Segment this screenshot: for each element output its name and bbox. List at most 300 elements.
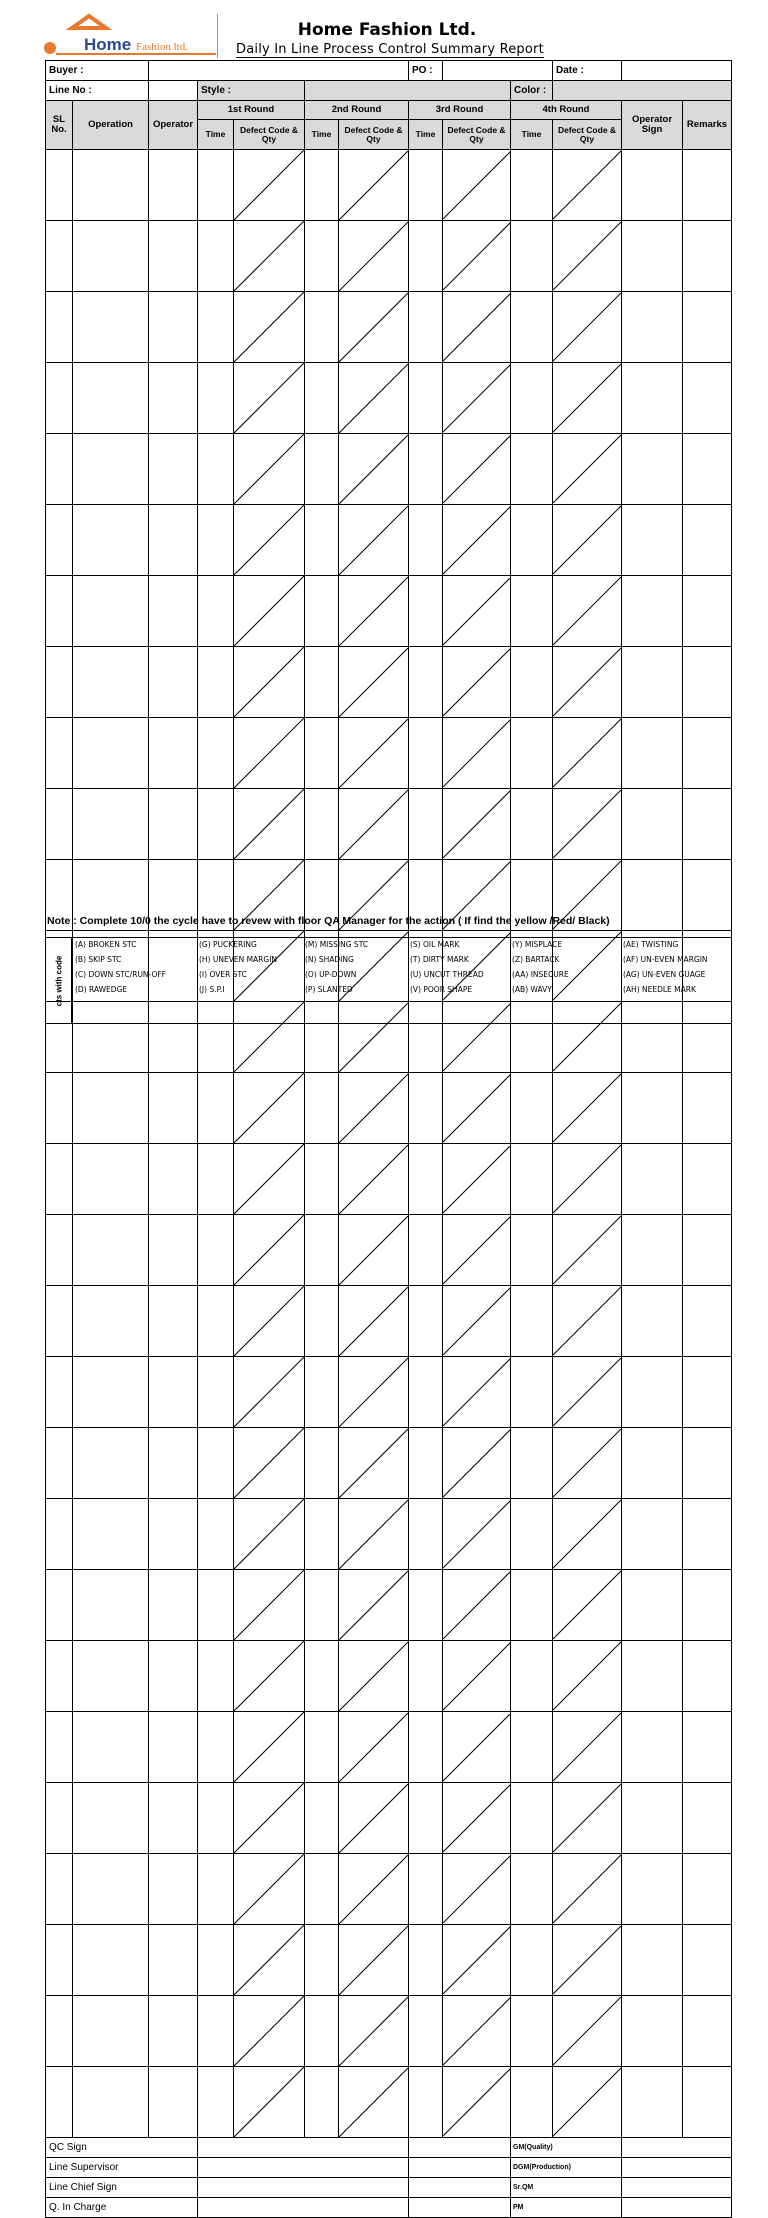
defect-cell[interactable]	[443, 505, 511, 576]
operator-cell[interactable]	[149, 434, 198, 505]
defect-cell[interactable]	[339, 292, 409, 363]
defect-cell[interactable]	[553, 1428, 622, 1499]
time-cell[interactable]	[511, 1783, 553, 1854]
time-cell[interactable]	[305, 434, 339, 505]
remarks-cell[interactable]	[683, 1712, 732, 1783]
defect-cell[interactable]	[553, 221, 622, 292]
operator-cell[interactable]	[149, 1499, 198, 1570]
defect-cell[interactable]	[234, 1073, 305, 1144]
sign-cell[interactable]	[622, 1428, 683, 1499]
sign-cell[interactable]	[622, 1854, 683, 1925]
defect-cell[interactable]	[443, 434, 511, 505]
defect-cell[interactable]	[443, 789, 511, 860]
sign-cell[interactable]	[622, 1215, 683, 1286]
sign-cell[interactable]	[622, 1286, 683, 1357]
operation-cell[interactable]	[73, 576, 149, 647]
time-cell[interactable]	[198, 1215, 234, 1286]
operation-cell[interactable]	[73, 1641, 149, 1712]
sign-cell[interactable]	[622, 1144, 683, 1215]
operation-cell[interactable]	[73, 789, 149, 860]
line-chief-sign-field-2[interactable]	[409, 2178, 511, 2198]
defect-cell[interactable]	[443, 1783, 511, 1854]
time-cell[interactable]	[198, 1925, 234, 1996]
sign-cell[interactable]	[622, 150, 683, 221]
sl-cell[interactable]	[46, 292, 73, 363]
defect-cell[interactable]	[553, 150, 622, 221]
defect-cell[interactable]	[339, 1144, 409, 1215]
defect-cell[interactable]	[339, 1925, 409, 1996]
time-cell[interactable]	[511, 292, 553, 363]
time-cell[interactable]	[305, 1215, 339, 1286]
defect-cell[interactable]	[234, 1641, 305, 1712]
line-supervisor-field[interactable]	[198, 2158, 409, 2178]
operator-cell[interactable]	[149, 2067, 198, 2138]
defect-cell[interactable]	[443, 718, 511, 789]
time-cell[interactable]	[409, 1925, 443, 1996]
defect-cell[interactable]	[234, 2067, 305, 2138]
operator-cell[interactable]	[149, 505, 198, 576]
remarks-cell[interactable]	[683, 1428, 732, 1499]
defect-cell[interactable]	[339, 2067, 409, 2138]
sl-cell[interactable]	[46, 434, 73, 505]
sl-cell[interactable]	[46, 1712, 73, 1783]
sl-cell[interactable]	[46, 1215, 73, 1286]
defect-cell[interactable]	[234, 505, 305, 576]
sign-cell[interactable]	[622, 1925, 683, 1996]
time-cell[interactable]	[198, 789, 234, 860]
defect-cell[interactable]	[443, 1996, 511, 2067]
sl-cell[interactable]	[46, 505, 73, 576]
remarks-cell[interactable]	[683, 2067, 732, 2138]
defect-cell[interactable]	[234, 1144, 305, 1215]
time-cell[interactable]	[511, 789, 553, 860]
operator-cell[interactable]	[149, 1570, 198, 1641]
time-cell[interactable]	[511, 1215, 553, 1286]
time-cell[interactable]	[409, 1144, 443, 1215]
sign-cell[interactable]	[622, 1996, 683, 2067]
sl-cell[interactable]	[46, 1073, 73, 1144]
defect-cell[interactable]	[234, 1570, 305, 1641]
pm-field[interactable]	[622, 2198, 732, 2218]
time-cell[interactable]	[511, 505, 553, 576]
defect-cell[interactable]	[553, 1570, 622, 1641]
operation-cell[interactable]	[73, 292, 149, 363]
remarks-cell[interactable]	[683, 647, 732, 718]
defect-cell[interactable]	[553, 789, 622, 860]
time-cell[interactable]	[198, 1712, 234, 1783]
defect-cell[interactable]	[443, 1428, 511, 1499]
gm-quality-field[interactable]	[622, 2138, 732, 2158]
time-cell[interactable]	[305, 221, 339, 292]
operator-cell[interactable]	[149, 789, 198, 860]
time-cell[interactable]	[198, 1996, 234, 2067]
time-cell[interactable]	[511, 221, 553, 292]
defect-cell[interactable]	[553, 647, 622, 718]
sl-cell[interactable]	[46, 1499, 73, 1570]
defect-cell[interactable]	[339, 221, 409, 292]
defect-cell[interactable]	[234, 1499, 305, 1570]
defect-cell[interactable]	[443, 1357, 511, 1428]
defect-cell[interactable]	[553, 576, 622, 647]
defect-cell[interactable]	[443, 1854, 511, 1925]
defect-cell[interactable]	[443, 1499, 511, 1570]
operation-cell[interactable]	[73, 1499, 149, 1570]
operator-cell[interactable]	[149, 150, 198, 221]
defect-cell[interactable]	[234, 1996, 305, 2067]
defect-cell[interactable]	[339, 434, 409, 505]
time-cell[interactable]	[305, 1783, 339, 1854]
remarks-cell[interactable]	[683, 789, 732, 860]
defect-cell[interactable]	[443, 1144, 511, 1215]
time-cell[interactable]	[305, 1996, 339, 2067]
time-cell[interactable]	[305, 1144, 339, 1215]
time-cell[interactable]	[511, 434, 553, 505]
sl-cell[interactable]	[46, 647, 73, 718]
remarks-cell[interactable]	[683, 576, 732, 647]
time-cell[interactable]	[511, 150, 553, 221]
defect-cell[interactable]	[339, 1499, 409, 1570]
time-cell[interactable]	[409, 1854, 443, 1925]
defect-cell[interactable]	[443, 292, 511, 363]
remarks-cell[interactable]	[683, 221, 732, 292]
operator-cell[interactable]	[149, 1144, 198, 1215]
time-cell[interactable]	[409, 1357, 443, 1428]
sl-cell[interactable]	[46, 1854, 73, 1925]
time-cell[interactable]	[409, 1570, 443, 1641]
time-cell[interactable]	[409, 1428, 443, 1499]
sign-cell[interactable]	[622, 292, 683, 363]
defect-cell[interactable]	[443, 1570, 511, 1641]
sl-cell[interactable]	[46, 1996, 73, 2067]
operation-cell[interactable]	[73, 1712, 149, 1783]
sl-cell[interactable]	[46, 1286, 73, 1357]
defect-cell[interactable]	[234, 576, 305, 647]
qc-sign-field[interactable]	[198, 2138, 409, 2158]
defect-cell[interactable]	[339, 1428, 409, 1499]
time-cell[interactable]	[511, 1286, 553, 1357]
operator-cell[interactable]	[149, 1286, 198, 1357]
time-cell[interactable]	[198, 1570, 234, 1641]
time-cell[interactable]	[305, 1357, 339, 1428]
time-cell[interactable]	[511, 1499, 553, 1570]
defect-cell[interactable]	[339, 1286, 409, 1357]
time-cell[interactable]	[305, 647, 339, 718]
time-cell[interactable]	[511, 1570, 553, 1641]
operation-cell[interactable]	[73, 647, 149, 718]
sl-cell[interactable]	[46, 1783, 73, 1854]
time-cell[interactable]	[305, 1854, 339, 1925]
defect-cell[interactable]	[339, 647, 409, 718]
sign-cell[interactable]	[622, 505, 683, 576]
defect-cell[interactable]	[553, 1641, 622, 1712]
operation-cell[interactable]	[73, 1996, 149, 2067]
operation-cell[interactable]	[73, 434, 149, 505]
sl-cell[interactable]	[46, 363, 73, 434]
defect-cell[interactable]	[234, 1783, 305, 1854]
time-cell[interactable]	[198, 1499, 234, 1570]
remarks-cell[interactable]	[683, 292, 732, 363]
defect-cell[interactable]	[234, 718, 305, 789]
time-cell[interactable]	[198, 1144, 234, 1215]
time-cell[interactable]	[409, 292, 443, 363]
defect-cell[interactable]	[443, 1712, 511, 1783]
defect-cell[interactable]	[553, 1286, 622, 1357]
time-cell[interactable]	[511, 1144, 553, 1215]
operation-cell[interactable]	[73, 1570, 149, 1641]
defect-cell[interactable]	[553, 718, 622, 789]
sl-cell[interactable]	[46, 1428, 73, 1499]
defect-cell[interactable]	[553, 1712, 622, 1783]
time-cell[interactable]	[511, 1712, 553, 1783]
time-cell[interactable]	[198, 363, 234, 434]
time-cell[interactable]	[409, 1073, 443, 1144]
sl-cell[interactable]	[46, 1357, 73, 1428]
time-cell[interactable]	[305, 1073, 339, 1144]
time-cell[interactable]	[198, 505, 234, 576]
operator-cell[interactable]	[149, 1854, 198, 1925]
defect-cell[interactable]	[553, 1499, 622, 1570]
defect-cell[interactable]	[443, 363, 511, 434]
defect-cell[interactable]	[234, 150, 305, 221]
line-supervisor-field-2[interactable]	[409, 2158, 511, 2178]
defect-cell[interactable]	[234, 1854, 305, 1925]
time-cell[interactable]	[409, 1641, 443, 1712]
time-cell[interactable]	[511, 647, 553, 718]
defect-cell[interactable]	[339, 505, 409, 576]
dgm-production-field[interactable]	[622, 2158, 732, 2178]
remarks-cell[interactable]	[683, 1925, 732, 1996]
sign-cell[interactable]	[622, 2067, 683, 2138]
operator-cell[interactable]	[149, 1357, 198, 1428]
defect-cell[interactable]	[234, 789, 305, 860]
defect-cell[interactable]	[553, 1854, 622, 1925]
operator-cell[interactable]	[149, 1641, 198, 1712]
defect-cell[interactable]	[553, 1073, 622, 1144]
time-cell[interactable]	[198, 576, 234, 647]
operation-cell[interactable]	[73, 2067, 149, 2138]
sl-cell[interactable]	[46, 1925, 73, 1996]
defect-cell[interactable]	[234, 221, 305, 292]
defect-cell[interactable]	[553, 505, 622, 576]
operator-cell[interactable]	[149, 1925, 198, 1996]
defect-cell[interactable]	[443, 1925, 511, 1996]
sign-cell[interactable]	[622, 1499, 683, 1570]
operator-cell[interactable]	[149, 718, 198, 789]
remarks-cell[interactable]	[683, 1073, 732, 1144]
time-cell[interactable]	[511, 576, 553, 647]
operator-cell[interactable]	[149, 1073, 198, 1144]
time-cell[interactable]	[409, 1783, 443, 1854]
defect-cell[interactable]	[553, 292, 622, 363]
defect-cell[interactable]	[339, 1854, 409, 1925]
defect-cell[interactable]	[234, 1357, 305, 1428]
time-cell[interactable]	[409, 1286, 443, 1357]
defect-cell[interactable]	[553, 1357, 622, 1428]
defect-cell[interactable]	[553, 1215, 622, 1286]
sign-cell[interactable]	[622, 718, 683, 789]
defect-cell[interactable]	[339, 1215, 409, 1286]
style-field[interactable]	[305, 81, 511, 101]
time-cell[interactable]	[511, 1996, 553, 2067]
sign-cell[interactable]	[622, 576, 683, 647]
operator-cell[interactable]	[149, 647, 198, 718]
q-in-charge-field[interactable]	[198, 2198, 409, 2218]
remarks-cell[interactable]	[683, 1499, 732, 1570]
defect-cell[interactable]	[553, 1144, 622, 1215]
buyer-field[interactable]	[149, 61, 409, 81]
sl-cell[interactable]	[46, 1144, 73, 1215]
time-cell[interactable]	[511, 1428, 553, 1499]
time-cell[interactable]	[198, 150, 234, 221]
defect-cell[interactable]	[553, 1996, 622, 2067]
time-cell[interactable]	[305, 1712, 339, 1783]
defect-cell[interactable]	[339, 1073, 409, 1144]
q-in-charge-field-2[interactable]	[409, 2198, 511, 2218]
remarks-cell[interactable]	[683, 434, 732, 505]
time-cell[interactable]	[409, 221, 443, 292]
operation-cell[interactable]	[73, 1925, 149, 1996]
time-cell[interactable]	[198, 647, 234, 718]
time-cell[interactable]	[198, 1641, 234, 1712]
defect-cell[interactable]	[443, 647, 511, 718]
defect-cell[interactable]	[339, 150, 409, 221]
sl-cell[interactable]	[46, 150, 73, 221]
operator-cell[interactable]	[149, 292, 198, 363]
time-cell[interactable]	[409, 363, 443, 434]
remarks-cell[interactable]	[683, 1783, 732, 1854]
operator-cell[interactable]	[149, 576, 198, 647]
sl-cell[interactable]	[46, 221, 73, 292]
time-cell[interactable]	[198, 1854, 234, 1925]
operator-cell[interactable]	[149, 1712, 198, 1783]
operation-cell[interactable]	[73, 1215, 149, 1286]
time-cell[interactable]	[511, 1641, 553, 1712]
remarks-cell[interactable]	[683, 1215, 732, 1286]
time-cell[interactable]	[409, 1499, 443, 1570]
defect-cell[interactable]	[443, 150, 511, 221]
time-cell[interactable]	[409, 505, 443, 576]
defect-cell[interactable]	[339, 363, 409, 434]
defect-cell[interactable]	[234, 1925, 305, 1996]
defect-cell[interactable]	[553, 1783, 622, 1854]
operation-cell[interactable]	[73, 1428, 149, 1499]
time-cell[interactable]	[305, 789, 339, 860]
time-cell[interactable]	[305, 292, 339, 363]
remarks-cell[interactable]	[683, 1641, 732, 1712]
date-field[interactable]	[622, 61, 732, 81]
defect-cell[interactable]	[339, 576, 409, 647]
sign-cell[interactable]	[622, 860, 683, 931]
time-cell[interactable]	[198, 718, 234, 789]
time-cell[interactable]	[409, 1712, 443, 1783]
time-cell[interactable]	[305, 1286, 339, 1357]
remarks-cell[interactable]	[683, 1286, 732, 1357]
time-cell[interactable]	[305, 1499, 339, 1570]
sl-cell[interactable]	[46, 2067, 73, 2138]
operator-cell[interactable]	[149, 1996, 198, 2067]
operator-cell[interactable]	[149, 1428, 198, 1499]
time-cell[interactable]	[511, 1073, 553, 1144]
defect-cell[interactable]	[234, 1286, 305, 1357]
defect-cell[interactable]	[234, 1215, 305, 1286]
defect-cell[interactable]	[234, 292, 305, 363]
defect-cell[interactable]	[339, 789, 409, 860]
defect-cell[interactable]	[553, 1925, 622, 1996]
operation-cell[interactable]	[73, 221, 149, 292]
time-cell[interactable]	[198, 221, 234, 292]
time-cell[interactable]	[198, 292, 234, 363]
color-field[interactable]	[553, 81, 732, 101]
operation-cell[interactable]	[73, 718, 149, 789]
sign-cell[interactable]	[622, 363, 683, 434]
sign-cell[interactable]	[622, 221, 683, 292]
operation-cell[interactable]	[73, 1286, 149, 1357]
sign-cell[interactable]	[622, 647, 683, 718]
time-cell[interactable]	[409, 2067, 443, 2138]
time-cell[interactable]	[305, 505, 339, 576]
time-cell[interactable]	[198, 1783, 234, 1854]
remarks-cell[interactable]	[683, 1144, 732, 1215]
sl-cell[interactable]	[46, 576, 73, 647]
defect-cell[interactable]	[443, 2067, 511, 2138]
time-cell[interactable]	[305, 1925, 339, 1996]
line-no-field[interactable]	[149, 81, 198, 101]
defect-cell[interactable]	[234, 363, 305, 434]
defect-cell[interactable]	[234, 1428, 305, 1499]
time-cell[interactable]	[198, 1428, 234, 1499]
operator-cell[interactable]	[149, 1783, 198, 1854]
time-cell[interactable]	[305, 363, 339, 434]
defect-cell[interactable]	[443, 1215, 511, 1286]
time-cell[interactable]	[511, 363, 553, 434]
time-cell[interactable]	[305, 1570, 339, 1641]
defect-cell[interactable]	[553, 363, 622, 434]
remarks-cell[interactable]	[683, 718, 732, 789]
sign-cell[interactable]	[622, 1641, 683, 1712]
time-cell[interactable]	[305, 1428, 339, 1499]
sl-cell[interactable]	[46, 1570, 73, 1641]
sign-cell[interactable]	[622, 789, 683, 860]
defect-cell[interactable]	[234, 647, 305, 718]
remarks-cell[interactable]	[683, 1854, 732, 1925]
remarks-cell[interactable]	[683, 1357, 732, 1428]
time-cell[interactable]	[409, 576, 443, 647]
defect-cell[interactable]	[443, 1641, 511, 1712]
sr-qm-field[interactable]	[622, 2178, 732, 2198]
defect-cell[interactable]	[339, 1570, 409, 1641]
time-cell[interactable]	[305, 2067, 339, 2138]
remarks-cell[interactable]	[683, 363, 732, 434]
operation-cell[interactable]	[73, 505, 149, 576]
time-cell[interactable]	[409, 1215, 443, 1286]
operation-cell[interactable]	[73, 1357, 149, 1428]
sl-cell[interactable]	[46, 718, 73, 789]
defect-cell[interactable]	[553, 434, 622, 505]
operator-cell[interactable]	[149, 363, 198, 434]
remarks-cell[interactable]	[683, 505, 732, 576]
remarks-cell[interactable]	[683, 1570, 732, 1641]
defect-cell[interactable]	[443, 1073, 511, 1144]
time-cell[interactable]	[198, 1357, 234, 1428]
defect-cell[interactable]	[443, 1286, 511, 1357]
defect-cell[interactable]	[339, 1996, 409, 2067]
time-cell[interactable]	[511, 1357, 553, 1428]
time-cell[interactable]	[198, 1073, 234, 1144]
time-cell[interactable]	[409, 647, 443, 718]
sign-cell[interactable]	[622, 434, 683, 505]
sign-cell[interactable]	[622, 1712, 683, 1783]
defect-cell[interactable]	[339, 718, 409, 789]
